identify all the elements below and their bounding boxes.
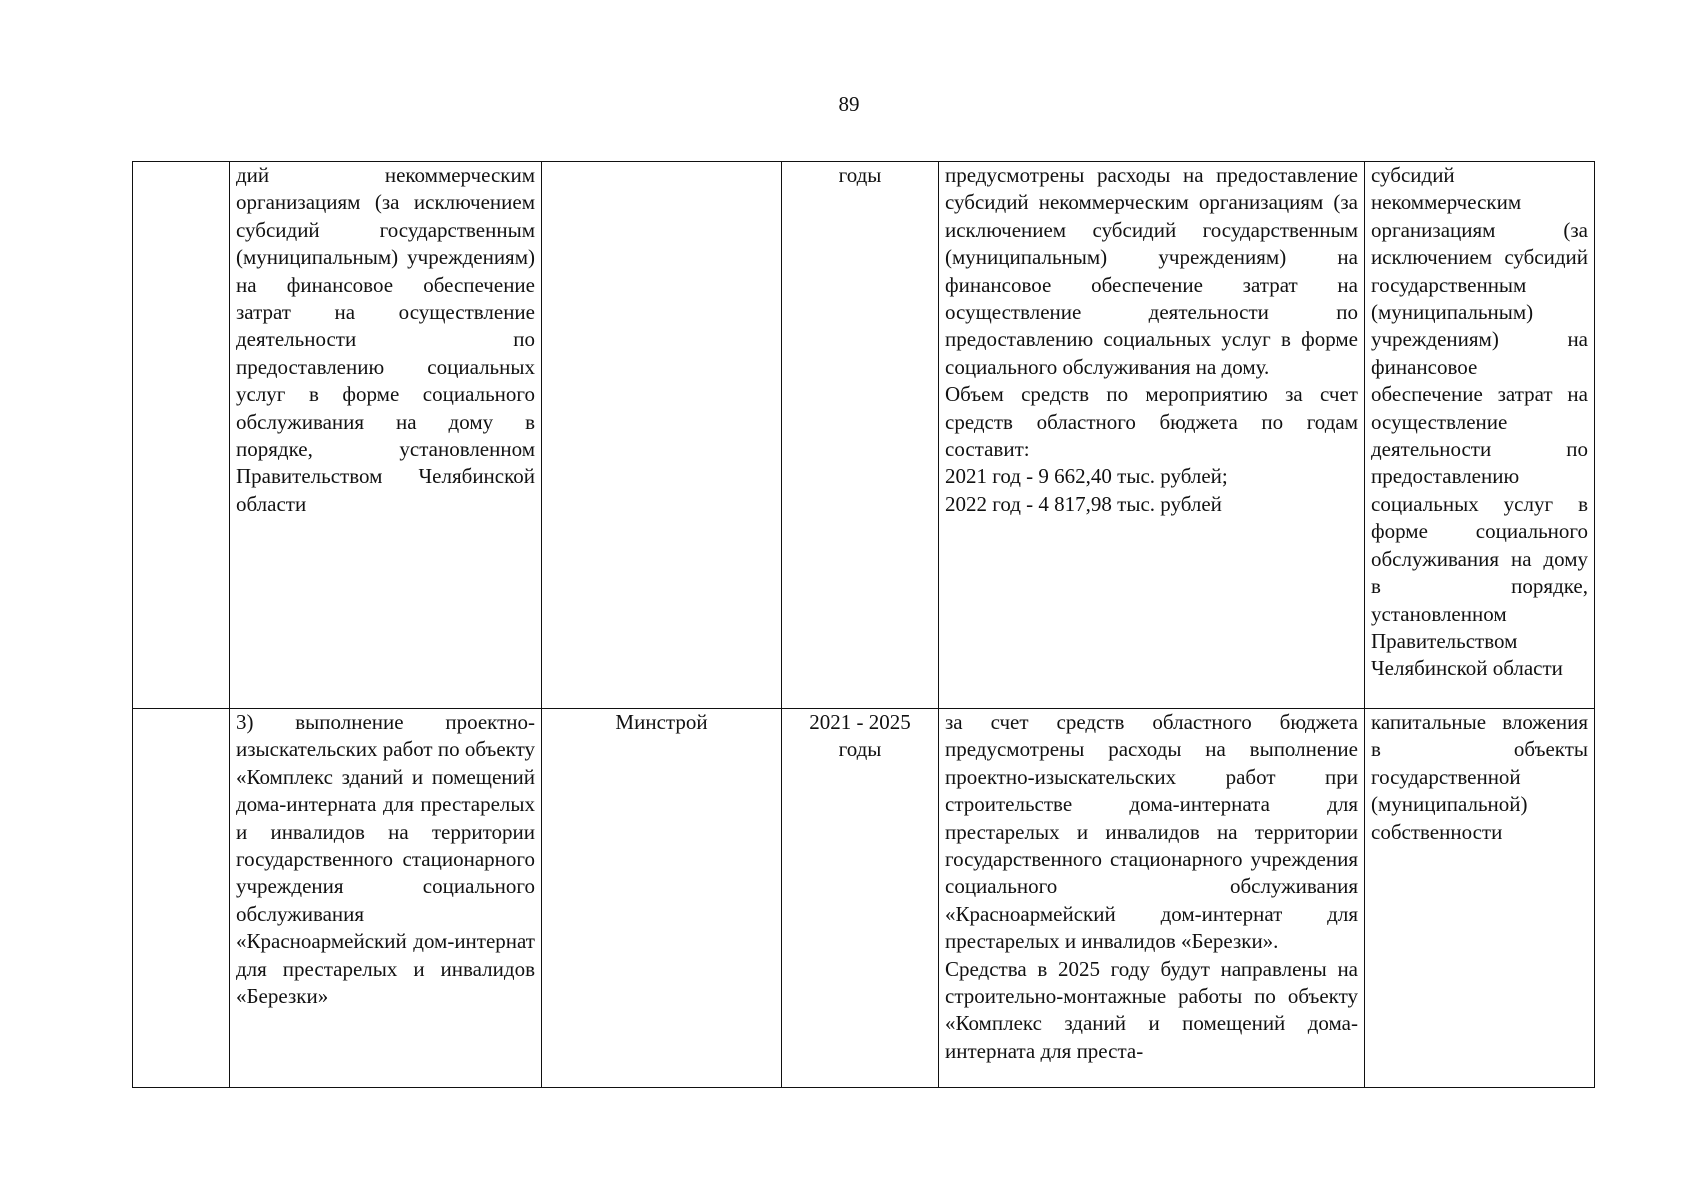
description-paragraph: 2022 год - 4 817,98 тыс. рублей <box>945 491 1222 516</box>
measures-table <box>132 161 1595 1088</box>
measure-name-cell: дий некоммерческим организациям (за исключением субсидий государственным (муниципальным) учреждениям) на финансовое обеспечение затрат на осуществление деятельности по предоставлению социальных услуг в форме социального обслуживания на дому в порядке, установленном Правительством Челябинской области <box>230 162 542 709</box>
executor-cell <box>542 162 782 709</box>
description-paragraph: предусмотрены расходы на предоставление субсидий некоммерческим организациям (за исключением субсидий государственным (муниципальным) учреждениям) на финансовое обеспечение затрат на осуществление деятельности по предоставлению социальных услуг в форме социального обслуживания на дому. <box>945 163 1358 379</box>
description-paragraph: 2021 год - 9 662,40 тыс. рублей; <box>945 464 1228 489</box>
expense-type-cell: капитальные вложения в объекты государственной (муниципальной) собственности <box>1365 709 1595 1088</box>
page-number: 89 <box>838 92 860 116</box>
row-number-cell <box>133 709 230 1088</box>
description-cell <box>939 709 1365 1088</box>
table-row <box>133 162 1595 709</box>
measure-name-cell: 3) выполнение проектно-изыскательских работ по объекту «Комплекс зданий и помещений дома-интерната для престарелых и инвалидов на территории государственного стационарного учреждения социального обслуживания «Красноармейский дом-интернат для престарелых и инвалидов «Березки» <box>230 709 542 1088</box>
description-cell <box>939 162 1365 709</box>
description-paragraph: Средства в 2025 году будут направлены на строительно-монтажные работы по объекту «Комплекс зданий и помещений дома-интерната для преста- <box>945 956 1358 1063</box>
description-paragraph: за счет средств областного бюджета предусмотрены расходы на выполнение проектно-изыскательских работ при строительстве дома-интерната для престарелых и инвалидов на территории государственного стационарного учреждения социального обслуживания «Красноармейский дом-интернат для престарелых и инвалидов «Березки». <box>945 710 1358 954</box>
expense-type-cell: субсидий некоммерческим организациям (за исключением субсидий государственным (муниципальным) учреждениям) на финансовое обеспечение затрат на осуществление деятельности по предоставлению социальных услуг в форме социального обслуживания на дому в порядке, установленном Правительством Челябинской области <box>1365 162 1595 709</box>
description-paragraph: Объем средств по мероприятию за счет средств областного бюджета по годам составит: <box>945 382 1358 462</box>
period-cell: годы <box>782 162 939 709</box>
row-number-cell <box>133 162 230 709</box>
period-cell: 2021 - 2025 годы <box>782 709 939 1088</box>
executor-cell: Минстрой <box>542 709 782 1088</box>
table-row <box>133 709 1595 1088</box>
